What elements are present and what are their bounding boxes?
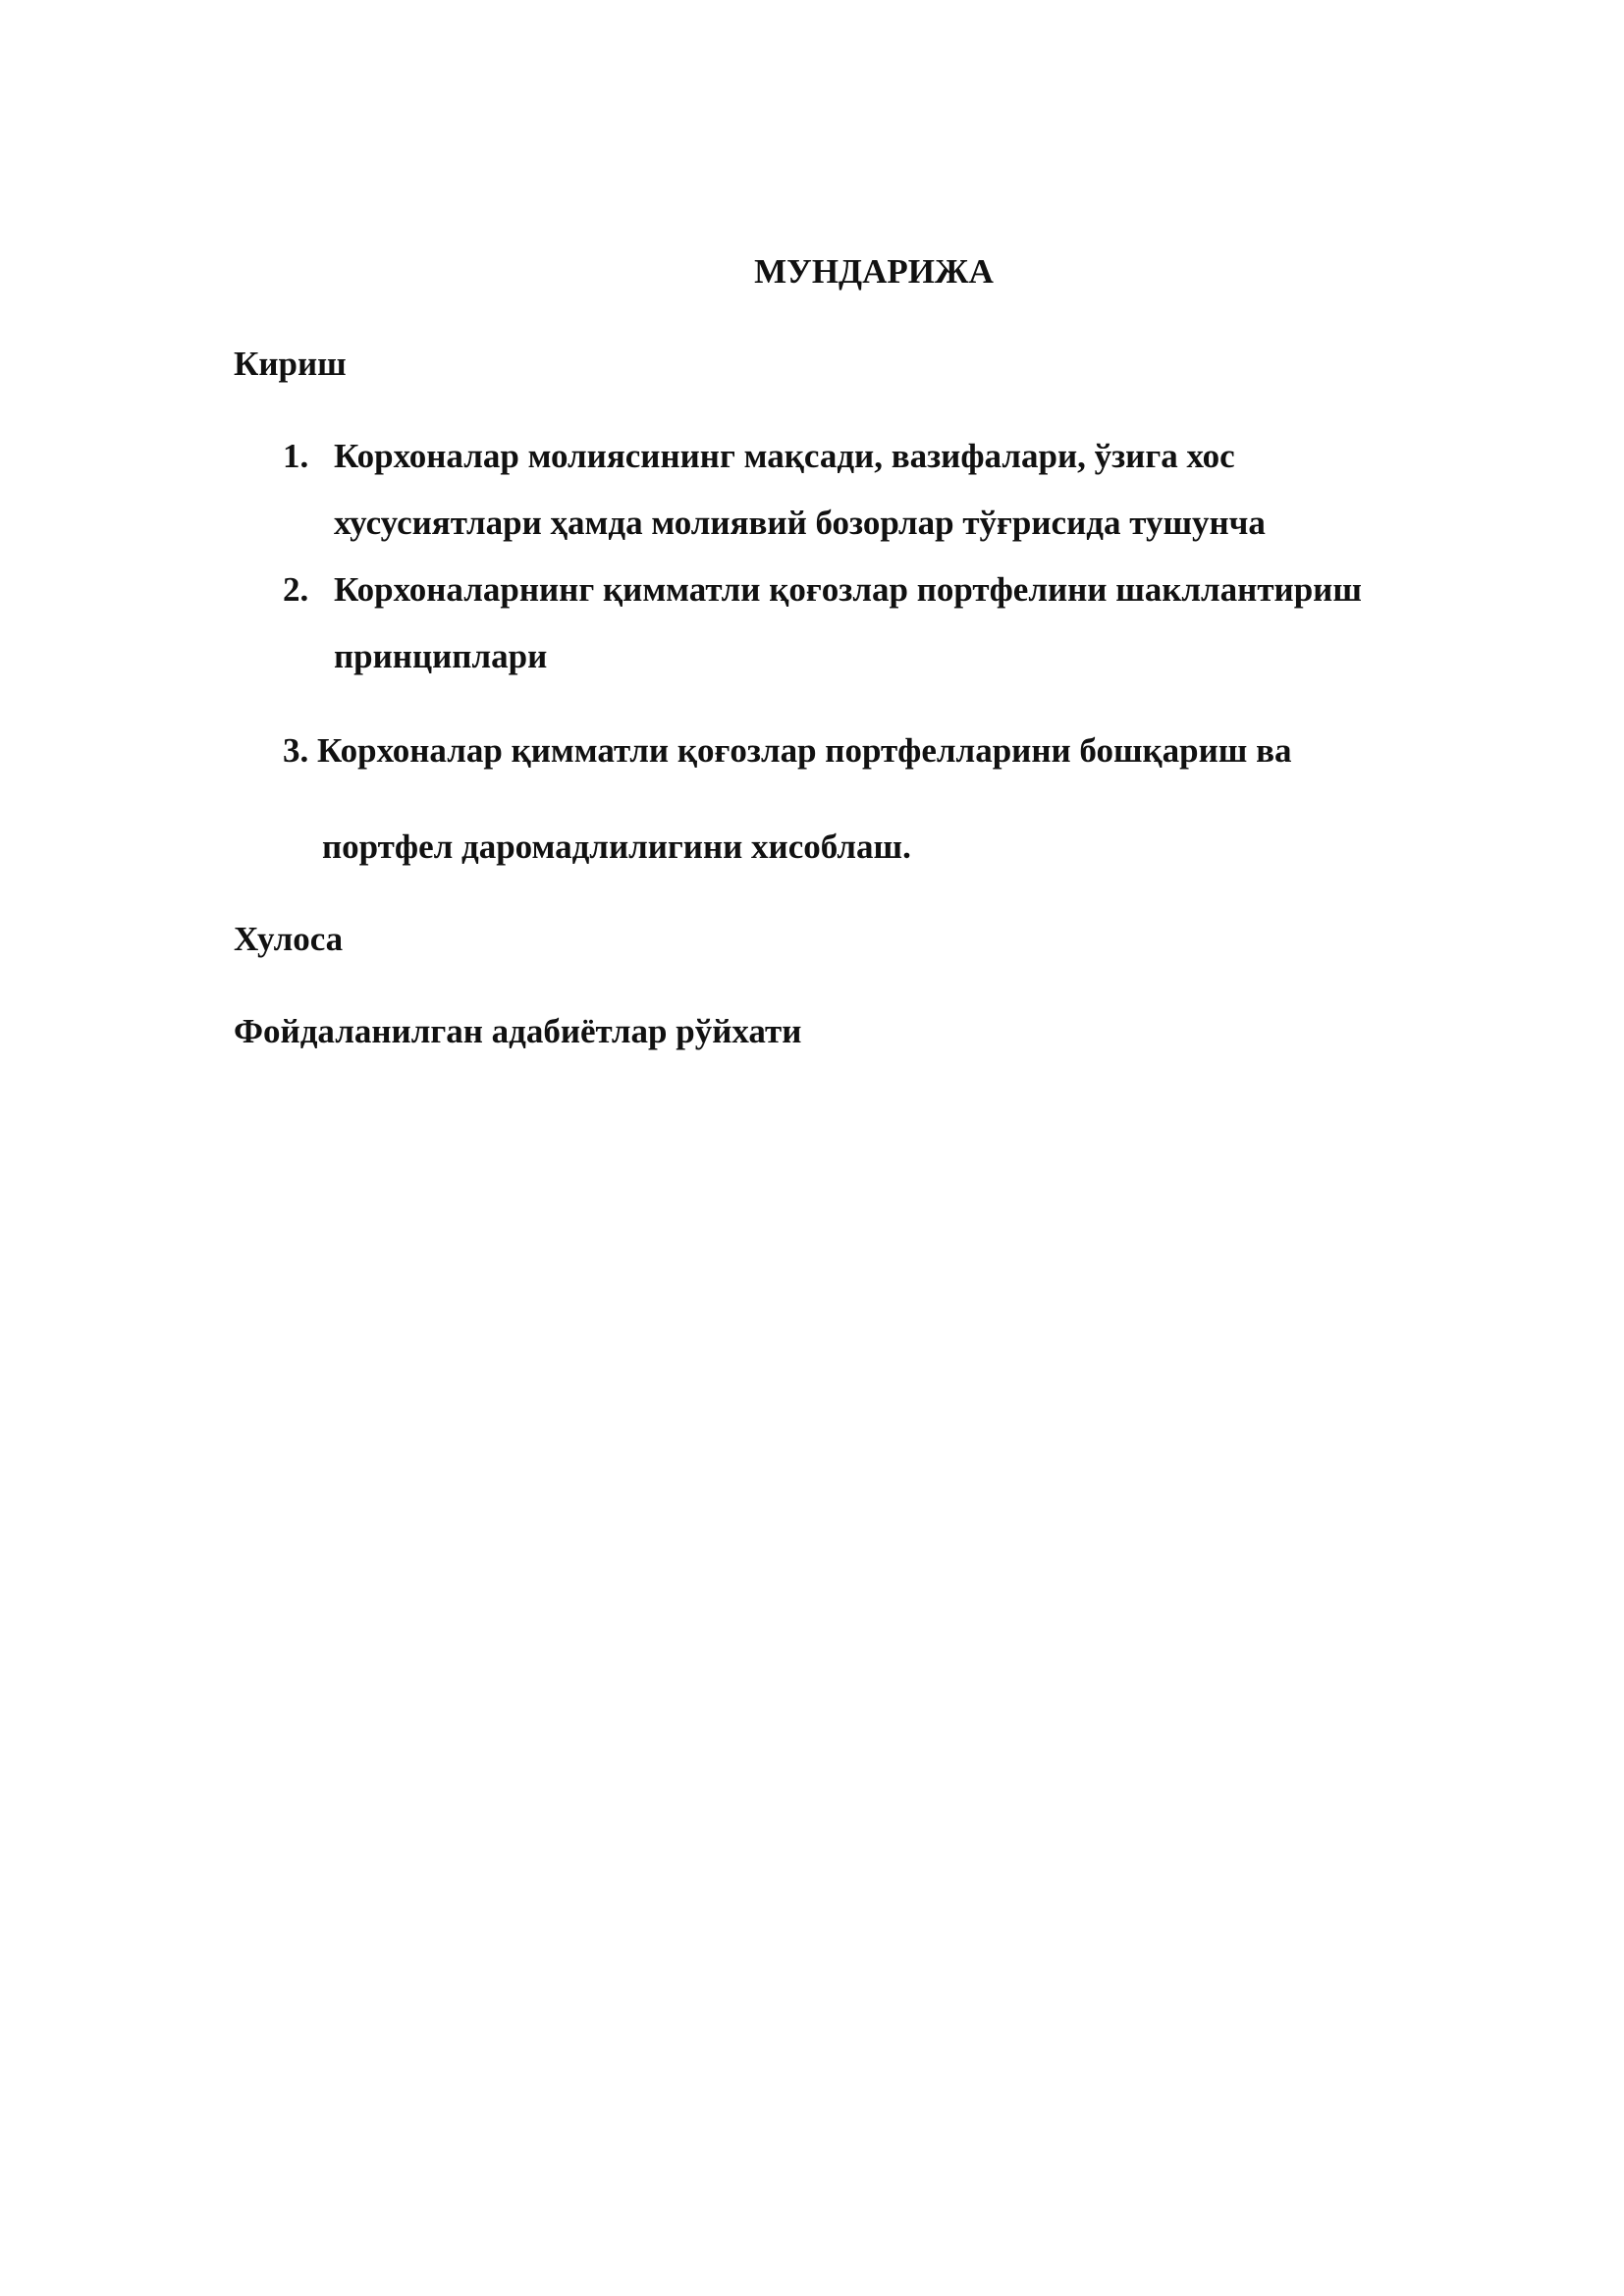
toc-item-3-line-1: 3. Корхоналар қимматли қоғозлар портфелларини бошқариш ва [283, 731, 1292, 770]
toc-item-1-line-1: Корхоналар молиясининг мақсади, вазифалари, ўзига хос [334, 437, 1235, 475]
toc-title: МУНДАРИЖА [754, 252, 994, 291]
toc-item-1-line-2: хусусиятлари ҳамда молиявий бозорлар тўғрисида тушунча [334, 504, 1266, 542]
toc-item-1-number: 1. [283, 437, 309, 475]
toc-entry-intro: Кириш [234, 345, 347, 383]
toc-item-3-line-2: портфел даромадлилигини хисоблаш. [322, 828, 911, 866]
toc-item-2-line-1: Корхоналарнинг қимматли қоғозлар портфелини шакллантириш [334, 570, 1362, 609]
toc-entry-conclusion: Хулоса [234, 920, 344, 958]
toc-item-2-number: 2. [283, 570, 309, 609]
toc-item-2-line-2: принциплари [334, 637, 548, 675]
toc-entry-references: Фойдаланилган адабиётлар рўйхати [234, 1012, 802, 1050]
